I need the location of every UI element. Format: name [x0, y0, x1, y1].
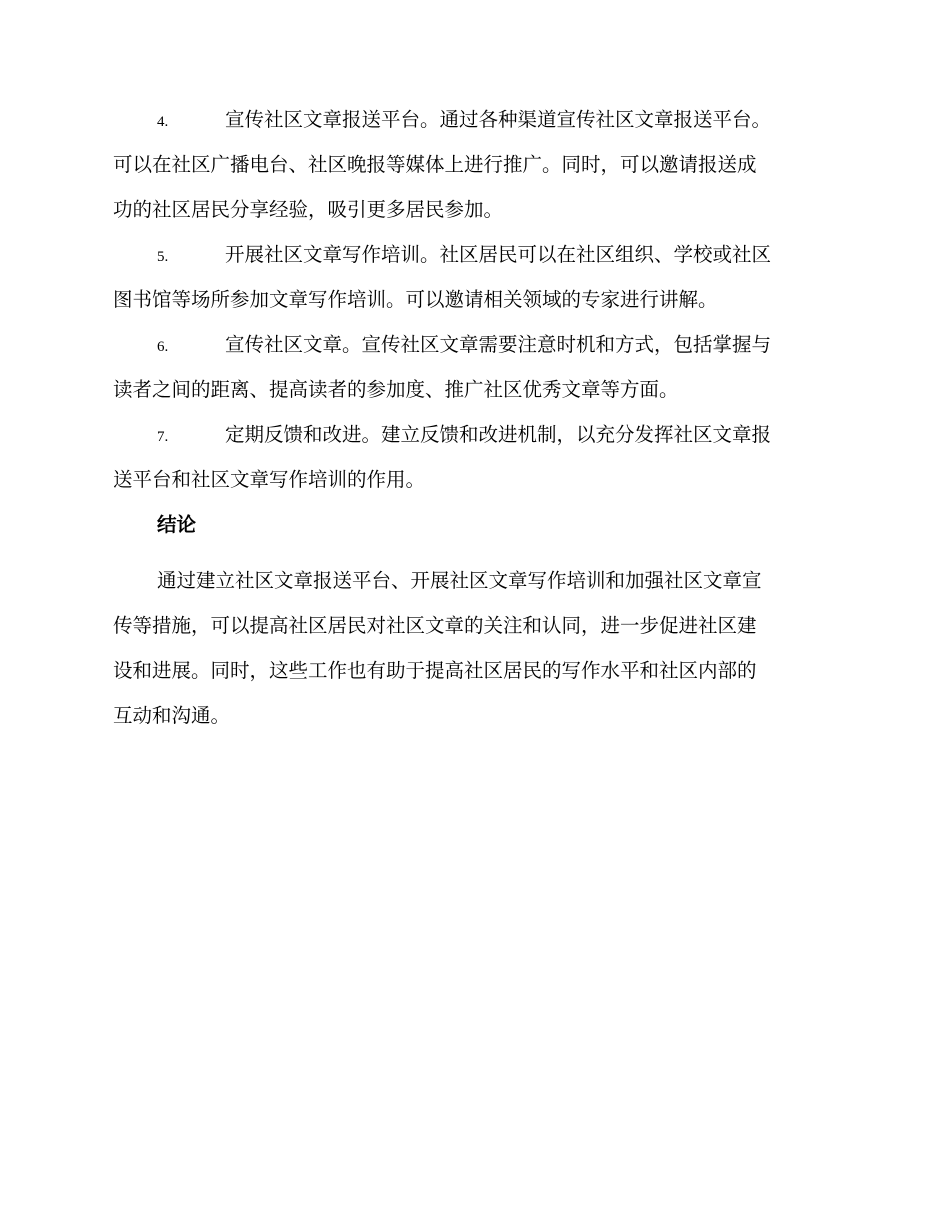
- list-item: [113, 423, 835, 492]
- list-item-first-line: [113, 108, 835, 132]
- list-item-first-line: [113, 423, 835, 447]
- list-item-number: 5.: [157, 249, 169, 265]
- list-item-text: 可以在社区广播电台、社区晚报等媒体上进行推广。同时，可以邀请报送成: [113, 153, 757, 176]
- list-item-text: 图书馆等场所参加文章写作培训。可以邀请相关领域的专家进行讲解。: [113, 288, 718, 311]
- list-item-text: 定期反馈和改进。建立反馈和改进机制，以充分发挥社区文章报: [225, 423, 772, 446]
- conclusion-paragraph: [113, 569, 835, 728]
- list-item-number: 7.: [157, 429, 169, 445]
- paragraph-line: 通过建立社区文章报送平台、开展社区文章写作培训和加强社区文章宣: [157, 569, 762, 592]
- list-item-text: 宣传社区文章报送平台。通过各种渠道宣传社区文章报送平台。: [225, 108, 772, 131]
- list-item-text: 送平台和社区文章写作培训的作用。: [113, 468, 426, 491]
- list-item-text: 开展社区文章写作培训。社区居民可以在社区组织、学校或社区: [225, 243, 772, 266]
- list-item-text: 宣传社区文章。宣传社区文章需要注意时机和方式，包括掌握与: [225, 333, 772, 356]
- document-body: [113, 108, 835, 749]
- list-item: [113, 333, 835, 402]
- paragraph-line: 传等措施，可以提高社区居民对社区文章的关注和认同，进一步促进社区建: [113, 614, 757, 637]
- list-item: [113, 243, 835, 312]
- list-item-text: 功的社区居民分享经验，吸引更多居民参加。: [113, 198, 504, 221]
- paragraph-line: 互动和沟通。: [113, 704, 231, 727]
- list-item-first-line: [113, 243, 835, 267]
- paragraph-line: 设和进展。同时，这些工作也有助于提高社区居民的写作水平和社区内部的: [113, 659, 757, 682]
- list-item-text: 读者之间的距离、提高读者的参加度、推广社区优秀文章等方面。: [113, 378, 679, 401]
- list-item-number: 4.: [157, 114, 169, 130]
- list-item: [113, 108, 835, 222]
- list-item-number: 6.: [157, 339, 169, 355]
- section-heading-conclusion: 结论: [157, 513, 197, 536]
- list-item-first-line: [113, 333, 835, 357]
